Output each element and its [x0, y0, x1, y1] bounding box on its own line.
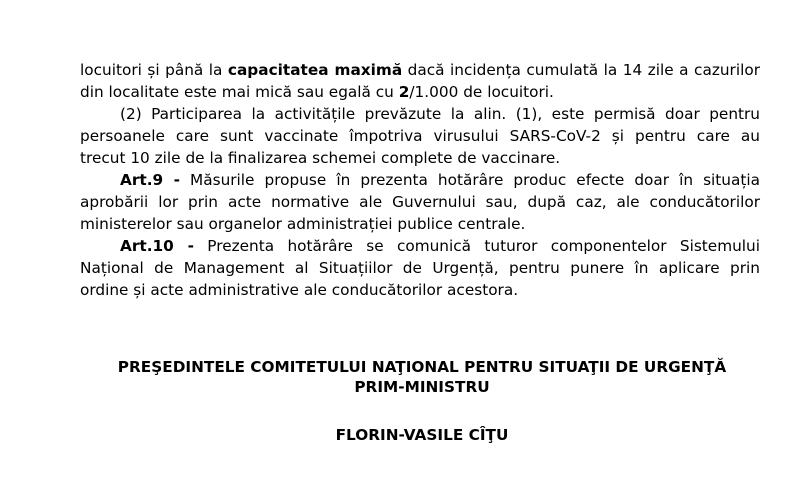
- paragraph-line: ordine și acte administrative ale conducătorilor acestora.: [80, 281, 519, 299]
- text-run: Prezenta hotărâre se comunică tuturor componentelor Sistemului: [193, 237, 761, 255]
- article-label: Art.9 -: [120, 171, 180, 189]
- paragraph-line: [80, 235, 760, 257]
- paragraph-line: (2) Participarea la activitățile prevăzute la alin. (1), este permisă doar pentru: [120, 105, 760, 123]
- text-run: /1.000 de locuitori.: [409, 83, 554, 101]
- bold-text: capacitatea maximă: [227, 61, 403, 79]
- article-label: Art.10 -: [120, 237, 194, 255]
- paragraph-capacity: [80, 59, 760, 103]
- article-10: [80, 235, 760, 301]
- text-run: locuitori și până la: [80, 61, 228, 79]
- signature-name: FLORIN-VASILE CÎŢU: [335, 426, 509, 444]
- bold-text: 2: [398, 83, 410, 101]
- paragraph-line: aprobării lor prin acte normative ale Guvernului sau, după caz, ale conducătorilor: [80, 193, 760, 211]
- paragraph-line: [80, 169, 760, 191]
- paragraph-line: [80, 81, 760, 103]
- paragraph-line: persoanele care sunt vaccinate împotriva virusului SARS-CoV-2 și pentru care au: [80, 127, 760, 145]
- paragraph-line: ministerelor sau organelor administrației publice centrale.: [80, 215, 526, 233]
- signature-title: PREŞEDINTELE COMITETULUI NAŢIONAL PENTRU SITUAŢII DE URGENŢĂ: [117, 358, 727, 376]
- paragraph-line: trecut 10 zile de la finalizarea schemei complete de vaccinare.: [80, 149, 561, 167]
- text-run: Măsurile propuse în prezenta hotărâre produc efecte doar în situația: [180, 171, 760, 189]
- article-9: [80, 169, 760, 235]
- paragraph-line: Național de Management al Situațiilor de Urgență, pentru punere în aplicare prin: [80, 259, 760, 277]
- signature-role: PRIM-MINISTRU: [354, 378, 490, 396]
- text-run: dacă incidența cumulată la 14 zile a cazurilor: [402, 61, 760, 79]
- paragraph-line: [80, 59, 760, 81]
- paragraph-alin-2: [80, 103, 760, 169]
- text-run: din localitate este mai mică sau egală cu: [80, 83, 399, 101]
